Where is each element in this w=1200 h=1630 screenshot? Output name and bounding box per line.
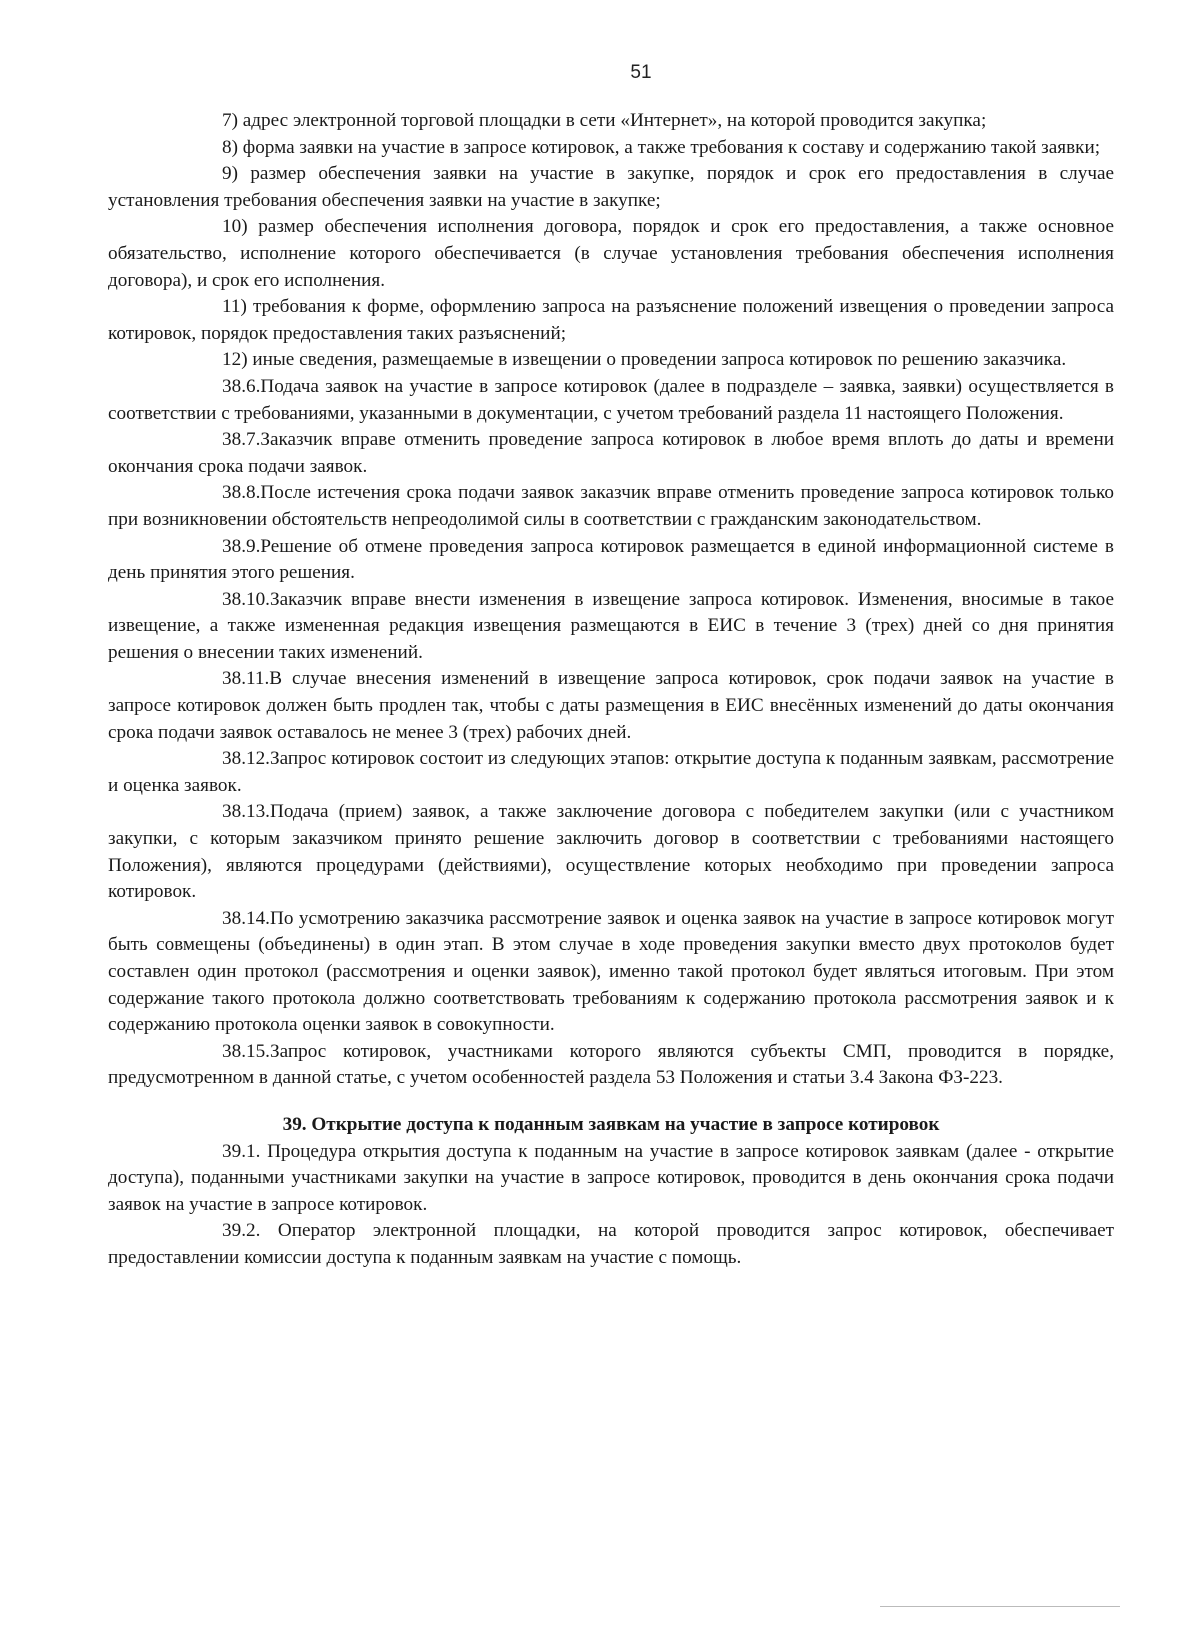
scan-edge-line: [880, 1606, 1120, 1607]
item-text: адрес электронной торговой площадки в сети «Интернет», на которой проводится закупка;: [242, 110, 987, 131]
page-number: 51: [630, 62, 652, 83]
item-text: размер обеспечения исполнения договора, порядок и срок его предоставления, а также основное обязательство, исполнение которого обеспечивается (в случае установления требования обеспечения исполнения договора), и срок его исполнения.: [108, 216, 1115, 291]
clause-38-8: [108, 480, 1114, 533]
clause-number: 38.7.: [222, 429, 261, 451]
clause-number: 38.12.: [222, 748, 270, 770]
clause-number: 38.8.: [222, 482, 261, 504]
item-text: иные сведения, размещаемые в извещении о проведении запроса котировок по решению заказчика.: [252, 349, 1067, 371]
item-text: требования к форме, оформлению запроса на разъяснение положений извещения о проведении запроса котировок, порядок предоставления таких разъяснений;: [108, 296, 1114, 344]
item-number: 12): [222, 349, 248, 371]
clause-text: Процедура открытия доступа к поданным на участие в запросе котировок заявкам (далее - открытие доступа), поданными участниками закупки на участие в запросе котировок, проводится в день окончания срока подачи заявок на участие в запросе котировок.: [108, 1140, 1115, 1215]
clause-text: Запрос котировок состоит из следующих этапов: открытие доступа к поданным заявкам, рассмотрение и оценка заявок.: [108, 748, 1114, 796]
clause-38-15: [108, 1039, 1114, 1092]
clause-38-11: [108, 666, 1114, 746]
clause-38-6: [108, 374, 1114, 427]
clause-number: 39.2.: [222, 1220, 261, 1242]
clause-number: 38.10.: [222, 588, 270, 610]
clause-38-13: [108, 799, 1114, 905]
clause-38-10: [108, 587, 1114, 667]
document-body: [108, 108, 1114, 1272]
clause-number: 39.1.: [222, 1140, 261, 1162]
clause-38-9: [108, 534, 1114, 587]
clause-number: 38.15.: [222, 1040, 270, 1062]
clause-number: 38.13.: [222, 801, 270, 823]
list-item: [108, 347, 1114, 374]
clause-38-14: [108, 906, 1114, 1039]
clause-number: 38.14.: [222, 907, 270, 929]
clause-text: Подача заявок на участие в запросе котировок (далее в подразделе – заявка, заявки) осуществляется в соответствии с требованиями, указанными в документации, с учетом требований раздела 11 настоящего Положения.: [108, 375, 1114, 424]
clause-text: Решение об отмене проведения запроса котировок размещается в единой информационной системе в день принятия этого решения.: [108, 535, 1114, 584]
list-item: [108, 161, 1114, 214]
clause-text: Подача (прием) заявок, а также заключение договора с победителем закупки (или с участником закупки, с которым заказчиком принято решение заключить договор в соответствии с требованиями настоящего Положения), являются процедурами (действиями), осуществление которых необходимо при проведении запроса котировок.: [108, 801, 1114, 903]
item-text: размер обеспечения заявки на участие в закупке, порядок и срок его предоставления в случае установления требования обеспечения заявки на участие в закупке;: [108, 163, 1114, 211]
clause-text: По усмотрению заказчика рассмотрение заявок и оценка заявок на участие в запросе котировок могут быть совмещены (объединены) в один этап. В этом случае в ходе проведения закупки вместо двух протоколов будет составлен один протокол (рассмотрения и оценки заявок), именно такой протокол будет являться итоговым. При этом содержание такого протокола должно соответствовать требованиям к содержанию протокола рассмотрения заявок и к содержанию протокола оценки заявок в совокупности.: [108, 907, 1114, 1036]
item-number: 10): [222, 216, 248, 238]
clause-number: 38.11.: [222, 668, 270, 690]
list-item: [108, 108, 1114, 135]
item-text: форма заявки на участие в запросе котировок, а также требования к составу и содержанию такой заявки;: [242, 136, 1101, 158]
list-item: [108, 294, 1114, 347]
clause-38-7: [108, 427, 1114, 480]
clause-text: В случае внесения изменений в извещение запроса котировок, срок подачи заявок на участие в запросе котировок должен быть продлен так, чтобы с даты размещения в ЕИС внесённых изменений до даты окончания срока подачи заявок оставалось не менее 3 (трех) рабочих дней.: [108, 668, 1114, 743]
clause-text: Запрос котировок, участниками которого являются субъекты СМП, проводится в порядке, предусмотренном в данной статье, с учетом особенностей раздела 53 Положения и статьи 3.4 Закона ФЗ-223.: [108, 1040, 1114, 1089]
list-item: [108, 135, 1114, 162]
section-heading: 39. Открытие доступа к поданным заявкам на участие в запросе котировок: [282, 1113, 940, 1135]
item-number: 8): [222, 136, 238, 158]
clause-text: Заказчик вправе отменить проведение запроса котировок в любое время вплоть до даты и времени окончания срока подачи заявок.: [108, 429, 1114, 477]
clause-39-2: [108, 1218, 1114, 1271]
clause-text: Оператор электронной площадки, на которой проводится запрос котировок, обеспечивает предоставлении комиссии доступа к поданным заявкам на участие с помощь.: [108, 1220, 1114, 1268]
clause-number: 38.6.: [222, 375, 261, 397]
clause-text: После истечения срока подачи заявок заказчик вправе отменить проведение запроса котировок только при возникновении обстоятельств непреодолимой силы в соответствии с гражданским законодательством.: [108, 482, 1114, 530]
list-item: [108, 214, 1114, 294]
clause-number: 38.9.: [222, 535, 261, 557]
clause-39-1: [108, 1139, 1114, 1219]
clause-38-12: [108, 746, 1114, 799]
item-number: 9): [222, 163, 238, 185]
item-number: 7): [222, 110, 238, 131]
clause-text: Заказчик вправе внести изменения в извещение запроса котировок. Изменения, вносимые в такое извещение, а также измененная редакция извещения размещаются в ЕИС в течение 3 (трех) дней со дня принятия решения о внесении таких изменений.: [108, 588, 1114, 663]
item-number: 11): [222, 296, 247, 318]
